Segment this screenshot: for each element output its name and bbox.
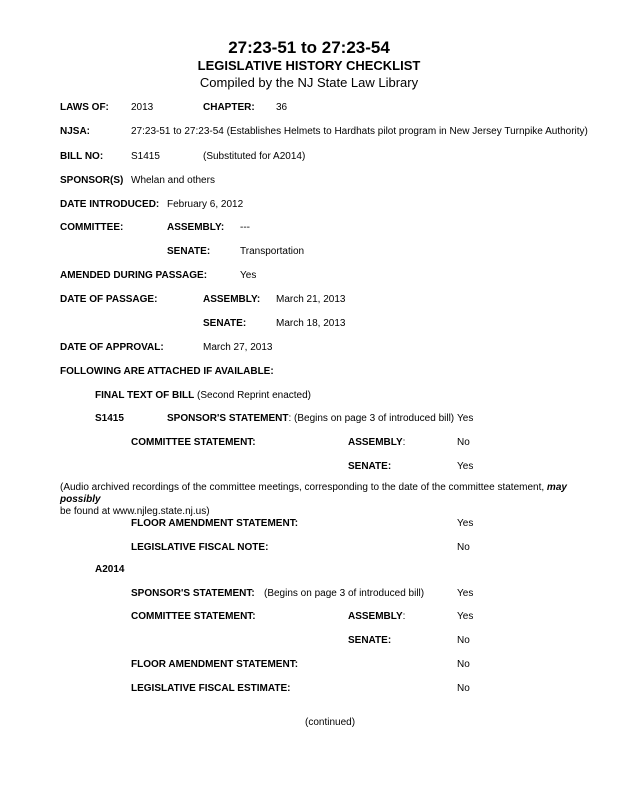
s1415-sponsor-statement-note: : (Begins on page 3 of introduced bill) (288, 413, 455, 424)
approval-value: March 27, 2013 (203, 342, 273, 353)
attached-heading: FOLLOWING ARE ATTACHED IF AVAILABLE: (60, 366, 274, 377)
committee-senate-value: Transportation (240, 246, 305, 257)
s1415-floor-amendment-value: Yes (457, 518, 474, 529)
audio-note-link-text: be found at www.njleg.state.nj.us) (60, 506, 210, 517)
audio-archive-note (60, 482, 608, 518)
audio-note-text: (Audio archived recordings of the committee meetings, corresponding to the date of the committee statement, (60, 482, 547, 493)
a2014-sponsor-statement-note: (Begins on page 3 of introduced bill) (264, 588, 425, 599)
s1415-fiscal-note-value: No (457, 542, 470, 553)
date-introduced-label: DATE INTRODUCED: (60, 199, 160, 210)
bill-no-label: BILL NO: (60, 151, 104, 162)
a2014-committee-assembly-colon: : (402, 611, 406, 622)
a2014-committee-assembly (348, 611, 405, 623)
a2014-committee-senate-value: No (457, 635, 470, 646)
s1415-committee-statement-label: COMMITTEE STATEMENT: (131, 437, 256, 448)
s1415-sponsor-statement-label: SPONSOR'S STATEMENT (167, 413, 289, 424)
s1415-committee-senate-label: SENATE: (348, 461, 392, 472)
s1415-committee-assembly-value: No (457, 437, 470, 448)
page-title: 27:23-51 to 27:23-54 (228, 38, 390, 57)
amended-label: AMENDED DURING PASSAGE: (60, 270, 208, 281)
page-subtitle: LEGISLATIVE HISTORY CHECKLIST (197, 58, 421, 73)
final-text-note: (Second Reprint enacted) (197, 390, 312, 401)
a2014-committee-assembly-value: Yes (457, 611, 474, 622)
committee-assembly-value: --- (240, 222, 250, 233)
chapter-label: CHAPTER: (203, 102, 255, 113)
a2014-committee-senate-label: SENATE: (348, 635, 392, 646)
s1415-committee-senate-value: Yes (457, 461, 474, 472)
bill-no-value: S1415 (131, 151, 160, 162)
final-text-label: FINAL TEXT OF BILL (95, 390, 195, 401)
approval-label: DATE OF APPROVAL: (60, 342, 164, 353)
a2014-bill: A2014 (95, 564, 125, 575)
continued-note: (continued) (305, 717, 356, 728)
chapter-value: 36 (276, 102, 288, 113)
committee-senate-label: SENATE: (167, 246, 211, 257)
committee-label: COMMITTEE: (60, 222, 124, 233)
final-text-line (95, 390, 311, 402)
bill-no-substituted: (Substituted for A2014) (203, 151, 306, 162)
passage-assembly-value: March 21, 2013 (276, 294, 346, 305)
committee-assembly-label: ASSEMBLY: (167, 222, 225, 233)
a2014-fiscal-estimate-label: LEGISLATIVE FISCAL ESTIMATE: (131, 683, 291, 694)
s1415-committee-assembly-label: ASSEMBLY (348, 437, 403, 448)
a2014-floor-amendment-value: No (457, 659, 470, 670)
laws-of-label: LAWS OF: (60, 102, 109, 113)
a2014-fiscal-estimate-value: No (457, 683, 470, 694)
sponsor-value: Whelan and others (131, 175, 215, 186)
a2014-committee-assembly-label: ASSEMBLY (348, 611, 403, 622)
sponsor-label: SPONSOR(S) (60, 175, 124, 186)
s1415-floor-amendment-label: FLOOR AMENDMENT STATEMENT: (131, 518, 299, 529)
njsa-value: 27:23-51 to 27:23-54 (Establishes Helmets to Hardhats pilot program in New Jersey Turnpike Authority) (131, 126, 588, 137)
s1415-committee-assembly (348, 437, 405, 449)
laws-of-value: 2013 (131, 102, 154, 113)
passage-label: DATE OF PASSAGE: (60, 294, 158, 305)
s1415-committee-assembly-colon: : (402, 437, 406, 448)
passage-senate-label: SENATE: (203, 318, 247, 329)
s1415-bill: S1415 (95, 413, 124, 424)
njsa-label: NJSA: (60, 126, 91, 137)
a2014-sponsor-statement-label: SPONSOR'S STATEMENT: (131, 588, 255, 599)
a2014-floor-amendment-label: FLOOR AMENDMENT STATEMENT: (131, 659, 299, 670)
audio-note-emphasis: may possibly (60, 482, 567, 505)
s1415-sponsor-statement (167, 413, 454, 425)
a2014-sponsor-statement-value: Yes (457, 588, 474, 599)
compiled-by: Compiled by the NJ State Law Library (199, 75, 419, 90)
a2014-committee-statement-label: COMMITTEE STATEMENT: (131, 611, 256, 622)
s1415-fiscal-note-label: LEGISLATIVE FISCAL NOTE: (131, 542, 269, 553)
s1415-sponsor-statement-value: Yes (457, 413, 474, 424)
passage-senate-value: March 18, 2013 (276, 318, 346, 329)
date-introduced-value: February 6, 2012 (167, 199, 244, 210)
amended-value: Yes (240, 270, 257, 281)
passage-assembly-label: ASSEMBLY: (203, 294, 261, 305)
